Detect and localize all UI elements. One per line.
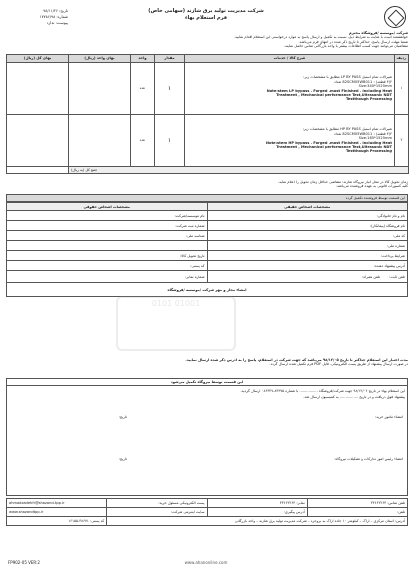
plant-section: [6, 378, 408, 496]
contact-postal: کد پستی: ۳۸۶۷۱-۱۶۱۵۵: [7, 517, 107, 526]
vendor-shop-field[interactable]: نام فروشگاه (پیمانکار):: [207, 221, 408, 231]
contact-email[interactable]: ahmadzadehfr@shazand-tpp.ir: [7, 499, 107, 508]
items-table: [6, 54, 408, 174]
col-total-price: بهای کل (ریال): [7, 55, 69, 63]
company-title: شرکت مدیریت تولید برق شازند (سهامی خاص): [148, 8, 264, 14]
notes: [6, 180, 408, 192]
vendor-section-title: این قسمت توسط فروشنده تکمیل گردد: [6, 194, 408, 202]
row-total-price[interactable]: [7, 115, 69, 167]
buyer-sign-block: [223, 415, 403, 419]
intro-line-2: ضمناً مهلت ارسال پاسخ، حداکثر تا تاریخ ذکر شده در انتهای فرم می‌باشد.: [298, 39, 408, 44]
head-sign-block: [203, 457, 403, 461]
contact-phone: تلفن تماس: ۳۳۶۶۲۲۶۳: [307, 499, 407, 508]
col-unit-price: بهای واحد (ریال): [69, 55, 131, 63]
vendor-national-code-field[interactable]: کد ملی:: [207, 231, 408, 241]
header-titles: [126, 8, 286, 22]
payment-terms-field[interactable]: شرایط پرداخت:: [207, 251, 408, 261]
fax-field[interactable]: شماره نمابر:: [7, 271, 208, 283]
desc-line: Testthough Processing: [345, 149, 392, 154]
plant-line-1: این استعلام بهاء در تاریخ ۹۸/۱۲/۰۶ جهت شرکت/فروشگاه ................ با شماره ۸۴۳۷۵-۰۸۶۳۴۷ ارسال گردید.: [240, 389, 405, 394]
total-value[interactable]: [7, 167, 69, 174]
attach-value: ندارد: [46, 20, 55, 25]
col-legal: مشخصات اشخاص حقوقی: [7, 203, 208, 211]
contact-row: [7, 508, 408, 517]
signature-row: [7, 283, 408, 297]
phone-label: تلفن ثابت:: [389, 274, 405, 279]
contact-followup: آدرس پیگیری:: [207, 508, 307, 517]
vendor-row: [7, 251, 408, 261]
contact-site-label: سایت اینترنتی شرکت:: [107, 508, 207, 517]
header: [6, 6, 408, 30]
plant-line-2: پیشنهاد فوق دریافت و در تاریخ ................ به کمیسیون ارسال شد.: [303, 394, 405, 399]
row-qty: ۱: [155, 63, 185, 115]
buyer-sign-label: امضاء مامور خرید:: [375, 415, 403, 419]
footer-code: FP902-05 VER:2: [8, 560, 40, 565]
row-description: [185, 115, 395, 167]
form-title: فرم استعلام بهاء: [184, 15, 228, 21]
col-qty: مقدار: [155, 55, 185, 63]
contact-row: [7, 517, 408, 526]
vendor-row: [7, 271, 408, 283]
intro-line-1: خواهشمند است با عنایت به شرایط ذیل، نسبت به تکمیل و ارسال پاسخ به موارد درخواستی این استعلام اقدام نمایید.: [233, 35, 408, 40]
desc-line: ۲)۳ قطعه) : 82SCM05WB011 تعداد: [334, 79, 392, 84]
row-unit-price[interactable]: [69, 115, 131, 167]
number-value: ۱۷۷۸۶/۹۸: [39, 14, 56, 19]
deadline-line-2: در صورت ارسال پیشنهاد از طریق پست الکترونیکی، فایل PDF فرم تکمیل شده ارسال گردد.: [269, 362, 408, 367]
vendor-section: [6, 194, 408, 297]
contact-row: [7, 499, 408, 508]
header-meta: [8, 8, 68, 26]
contact-tel-label: تلفن:: [307, 508, 407, 517]
table-row: [7, 115, 409, 167]
vendor-reg-field[interactable]: شماره ثبت شرکت:: [7, 221, 208, 231]
desc-line: Treatment , Mechanical performance Test,Ultrasonic NDT: [276, 144, 392, 149]
company-logo-icon: [384, 6, 406, 28]
head-date-label: تاریخ:: [118, 457, 127, 461]
items-header-row: [7, 55, 409, 63]
intro: [6, 31, 408, 53]
contact-address: آدرس: استان مرکزی – اراک – کیلومتر ۱۰ جاده اراک به بروجرد – شرکت مدیریت تولید برق شازند – واحد بازرگانی: [107, 517, 408, 526]
note-delivery: زمان تحویل کالا در محل انبار نیروگاه شازند: متقاضی حداقل زمان تحویل را اعلام نماید.: [277, 180, 408, 184]
desc-line: Note:stem HP bypass . Forged .most Finished . Including Heat: [265, 140, 392, 145]
contact-table: [6, 498, 408, 526]
vendor-signature: امضاء مجاز و مهر شرکت /موسسه /فروشگاه: [7, 283, 408, 297]
watermark: [116, 296, 236, 351]
date-value: ۹۸/۱۱/۲۶: [43, 8, 58, 13]
row-qty: ۱: [155, 115, 185, 167]
note-deductions: کلیه کسورات قانونی به عهده فروشنده می‌باشد.: [335, 184, 408, 189]
vendor-national-id-field[interactable]: شناسه ملی:: [7, 231, 208, 241]
total-label: جمع کل (به ریال): [69, 167, 409, 174]
vendor-empty-field: [7, 241, 208, 251]
row-unit: عدد: [131, 63, 155, 115]
intro-line-3: متقاضیان می‌توانند جهت کسب اطلاعات بیشتر با واحد بازرگانی تماس حاصل نمایند.: [283, 44, 408, 49]
postal-code-field[interactable]: کد پستی:: [7, 261, 208, 271]
col-index: ردیف: [395, 55, 409, 63]
attach-label: پیوست:: [55, 20, 68, 25]
footer-site[interactable]: www.ahanonline.com: [184, 560, 228, 565]
buyer-date-block: [67, 415, 127, 419]
vendor-name-field[interactable]: نام و نام خانوادگی:: [207, 211, 408, 221]
number-label: شماره:: [56, 14, 68, 19]
desc-line: ۲)۳ قطعه) : 82SCM05WB011 تعداد: [334, 131, 392, 136]
desc-line: Size:165*1525mm: [358, 136, 392, 141]
vendor-header-row: [7, 203, 408, 211]
deadline-line-1: مدت اعتبار این استعلام حداکثر تا تاریخ ۹۸/۱۲/۰۵ می‌باشد که جهت شرکت در استعلام، پاسخ را به آدرس ذکر شده ارسال نمایید.: [185, 358, 408, 362]
address-field[interactable]: آدرس پیشنهاد دهنده:: [207, 261, 408, 271]
vendor-row: [7, 261, 408, 271]
watermark-text: 0101 01001: [151, 299, 201, 308]
vendor-row: [7, 211, 408, 221]
buyer-date-label: تاریخ:: [118, 415, 127, 419]
plant-section-title: این قسمت توسط نیروگاه تکمیل می‌شود: [7, 379, 407, 386]
intro-heading: شرکت /موسسه /فروشگاه محترم: [349, 31, 408, 35]
row-index: ۲: [395, 115, 409, 167]
desc-line: Testthough Processing: [345, 97, 392, 102]
delivery-date-field[interactable]: تاریخ تحویل کالا:: [7, 251, 208, 261]
vendor-company-field[interactable]: نام موسسه/شرکت:: [7, 211, 208, 221]
desc-line: شیرآلات تمام استیل LP BY PASS مطابق با مشخصات زیر:: [303, 75, 392, 80]
desc-line: Note:stem LP bypass . Forged .most Finished . Including Heat: [266, 88, 392, 93]
desc-line: شیرآلات تمام استیل HP BY PASS مطابق با مشخصات زیر:: [302, 127, 392, 132]
desc-line: Treatment , Mechanical performance Test,Ultrasonic NDT: [276, 92, 392, 97]
table-row: [7, 63, 409, 115]
footer: [6, 560, 408, 570]
deadline: [6, 358, 408, 372]
contact-site[interactable]: www.shazandtpp.ir: [7, 508, 107, 517]
desc-line: Size:340*1525mm: [358, 84, 392, 89]
date-label: تاریخ:: [59, 8, 68, 13]
vendor-row: [7, 231, 408, 241]
mobile-label: تلفن همراه:: [362, 274, 381, 279]
col-description: شرح کالا / خدمات: [185, 55, 395, 63]
attach-row: [8, 20, 68, 26]
total-row: [7, 167, 409, 174]
vendor-row: [7, 241, 408, 251]
head-date-block: [67, 457, 127, 461]
head-sign-label: امضاء رئیس امور تدارکات و تشکیلات نیروگاه:: [334, 457, 403, 461]
vendor-national-number-field[interactable]: شماره ملی:: [207, 241, 408, 251]
page: [6, 6, 408, 570]
contact-email-label: پست الکترونیکی مسئول خرید:: [107, 499, 207, 508]
row-index: ۱: [395, 63, 409, 115]
vendor-row: [7, 221, 408, 231]
phone-cell[interactable]: [207, 271, 408, 283]
row-unit: عدد: [131, 115, 155, 167]
col-unit: واحد: [131, 55, 155, 63]
row-unit-price[interactable]: [69, 63, 131, 115]
contact-fax: نمابر: ۳۳۶۶۲۲۶۳: [207, 499, 307, 508]
col-natural: مشخصات اشخاص حقیقی: [207, 203, 408, 211]
row-description: [185, 63, 395, 115]
row-total-price[interactable]: [7, 63, 69, 115]
